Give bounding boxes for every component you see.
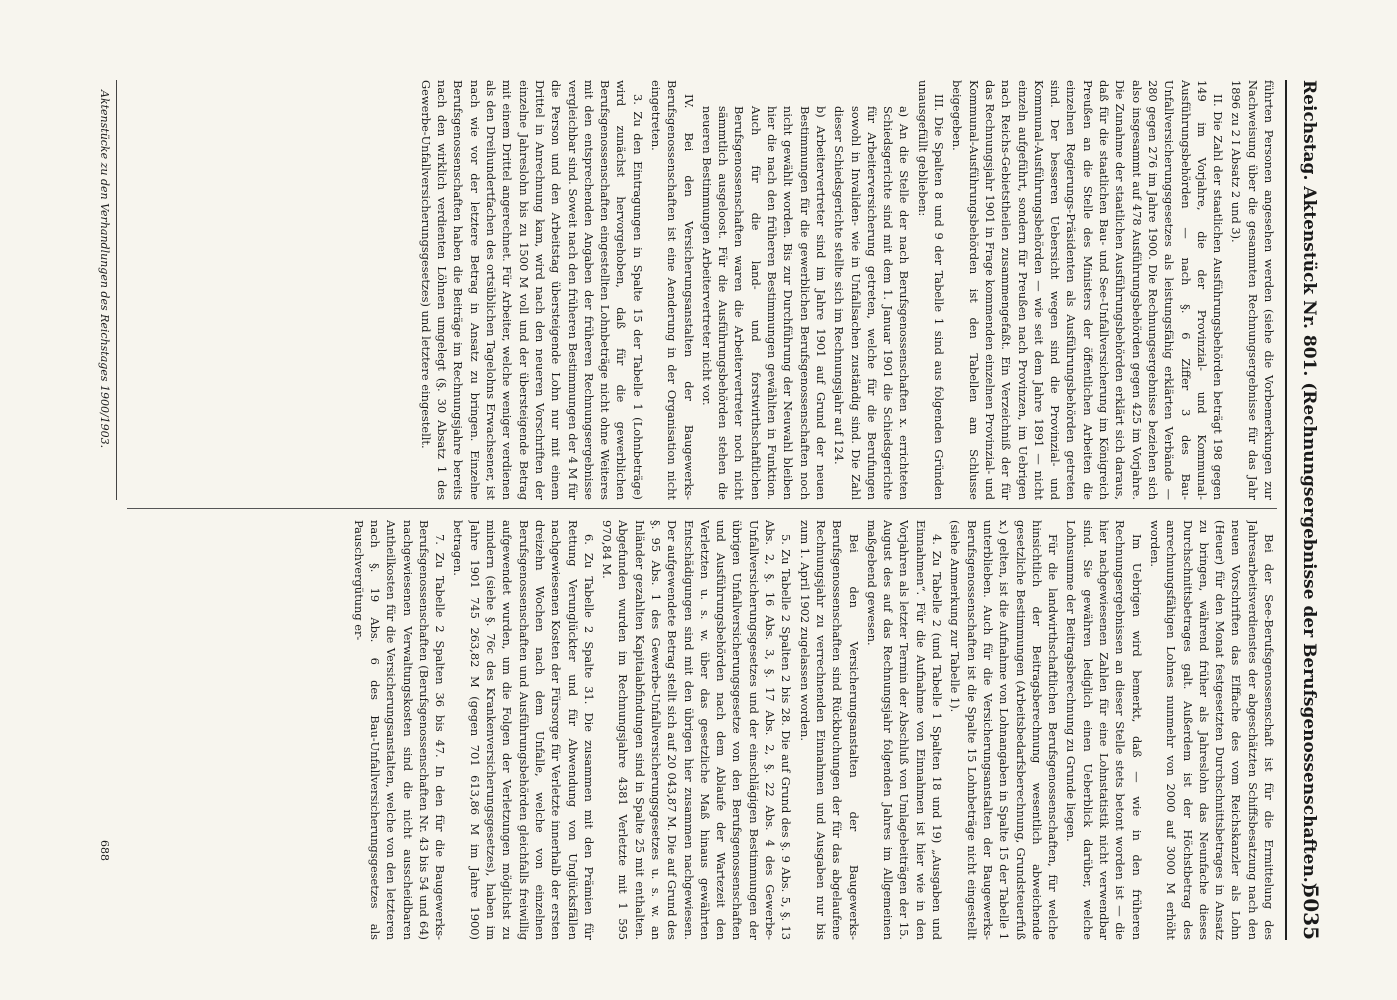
column-divider — [127, 508, 1277, 509]
paragraph: IV. Bei den Versicherungsanstalten der Baugewerks-Berufsgenossenschaften ist eine Aenderung in der Organisation nicht eingetreten. — [649, 80, 696, 500]
paragraph: II. Die Zahl der staatlichen Ausführungsbehörden beträgt 198 gegen 149 im Vorjahre, die der Provinzial- und Kommunal-Ausführungsbehörden — nach §. 6 Ziffer 3 des Bau-Unfallversicherungsgesetzes als leistungsfähig erklärten Verbände — 280 gegen 276 im Jahre 1900. Die Rechnungsergebnisse beziehen sich also insgesammt auf 478 Ausführungsbehörden gegen 425 im Vorjahre. Die Zunahme der staatlichen Ausführungsbehörden erklärt sich daraus, daß für die staatlichen Bau- und See-Unfallversicherung im Königreich Preußen an die Stelle des Ministers der öffentlichen Arbeiten die einzelnen Regierungs-Präsidenten als Ausführungsbehörden getreten sind. Der besseren Uebersicht wegen sind die Provinzial- und Kommunal-Ausführungsbehörden — wie seit dem Jahre 1891 — nicht einzeln aufgeführt, sondern für Preußen nach Provinzen, im Uebrigen nach Reichs-Gebietstheilen zusammengefaßt. Ein Verzeichniß der für das Rechnungsjahr 1901 in Frage kommenden einzelnen Provinzial- und Kommunal-Ausführungsbehörden ist den Tabellen am Schlusse beigegeben. — [950, 80, 1226, 500]
paragraph: Bei den Versicherungsanstalten der Baugewerks-Berufsgenossenschaften sind Rückbuchungen der für das abgelaufene Rechnungsjahr zu verrechnenden Einnahmen und Ausgaben nur bis zum 1. April 1902 zugelassen worden. — [797, 520, 861, 940]
footer-rule — [116, 80, 117, 500]
paragraph: 7. Zu Tabelle 2 Spalten 36 bis 47. In den für die Baugewerks-Berufsgenossenschaften (Berufsgenossenschaften Nr. 43 bis 54 und 64) nachgewiesenen Verwaltungskosten sind die nicht ausscheidbaren Antheilkosten für die Versicherungsanstalten, welche von den letzteren nach §. 19 Abs. 6 des Bau-Unfallversicherungsgesetzes als Pauschvergütung er- — [351, 520, 448, 940]
right-column — [117, 520, 1277, 940]
left-column — [117, 80, 1277, 500]
paragraph: 3. Zu den Eintragungen in Spalte 15 der Tabelle 1 (Lohnbeträge) wird zunächst hervorgehoben, daß für die gewerblichen Berufsgenossenschaften eingestellten Lohnbeträge nicht ohne Weiteres mit den entsprechenden Angaben der früheren Rechnungsergebnisse vergleichbar sind. Soweit nach den früheren Bestimmungen der 4 M für die Person und den Arbeitstag übersteigende Lohn nur mit einem Drittel in Anrechnung kam, wird nach den neueren Vorschriften der einzelne Jahreslohn bis zu 1500 M voll und der übersteigende Betrag mit einem Drittel angerechnet. Für Arbeiter, welche weniger verdienen als den Dreihundertfachen des ortsüblichen Tagelohns Erwachsener, ist nach wie vor der letztere Betrag in Ansatz zu bringen. Einzelne Berufsgenossenschaften haben die Beiträge im Rechnungsjahre bereits nach den wirklich verdienten Löhnen umgelegt (§. 30 Absatz 1 des Gewerbe-Unfallversicherungsgesetzes) und letztere eingestellt. — [418, 80, 645, 500]
paragraph: 6. Zu Tabelle 2 Spalte 31. Die zusammen mit den Prämien für Rettung Verunglückter und für Abwendung von Unglücksfällen nachgewiesenen Kosten der Fürsorge für Verletzte innerhalb der ersten dreizehn Wochen nach dem Unfalle, welche von einzelnen Berufsgenossenschaften und Ausführungsbehörden gleichfalls freiwillig aufgewendet wurden, um die Folgen der Verletzungen möglichst zu mindern (siehe §. 76c des Krankenversicherungsgesetzes), haben im Jahre 1901 745 263,82 M (gegen 701 613,86 M im Jahre 1900) betragen. — [451, 520, 596, 940]
paragraph: Für die landwirthschaftlichen Berufsgenossenschaften, für welche hinsichtlich der Beitragsberechnung wesentlich abweichende gesetzliche Bestimmungen (Arbeitsbedarfsberechnung, Grundsteuerfuß x.) gelten, ist die Aufnahme von Lohnangaben in Spalte 15 der Tabelle 1 unterblieben. Auch für die Versicherungsanstalten der Baugewerks-Berufsgenossenschaften ist die Spalte 15 Lohnbeträge nicht eingestellt (siehe Anmerkung zur Tabelle 1). — [948, 520, 1061, 940]
paragraph: a) An die Stelle der nach Berufsgenossenschaften x. errichteten Schiedsgerichte sind mit dem 1. Januar 1901 die Schiedsgerichte für Arbeiterversicherung getreten, welche für die Berufungen sowohl in Invaliden- wie in Unfallsachen zuständig sind. Die Zahl dieser Schiedsgerichte stellte sich im Rechnungsjahr auf 124. — [832, 106, 912, 500]
page-number: 5035 — [1299, 884, 1323, 940]
paragraph: führten Personen angesehen werden (siehe die Vorbemerkungen zur Nachweisung über die gesammten Rechnungsergebnisse für das Jahr 1896 zu 2 I Absatz 2 und 3). — [1229, 80, 1276, 500]
paragraph: b) Arbeitervertreter sind im Jahre 1901 auf Grund der neuen Bestimmungen für die gewerblichen Berufsgenossenschaften noch nicht gewählt worden. Bis zur Durchführung der Neuwahl bleiben hier die nach den früheren Bestimmungen gewählten in Funktion. Auch für die land- und forstwirthschaftlichen Berufsgenossenschaften waren die Arbeitervertreter noch nicht sämmtlich ausgeloost. Für die Ausführungsbehörden stehen die neueren Bestimmungen Arbeitervertreter nicht vor. — [699, 106, 828, 500]
paragraph: III. Die Spalten 8 und 9 der Tabelle 1 sind aus folgenden Gründen unausgefüllt geblieben: — [915, 80, 947, 500]
paragraph: Im Uebrigen wird bemerkt, daß — wie in den früheren Rechnungsergebnissen an dieser Stelle stets betont worden ist — die hier nachgewiesenen Zahlen für eine Lohnstatistik nicht verwendbar sind. Sie gewähren lediglich einen Ueberblick darüber, welche Lohnsumme der Beitragsberechnung zu Grunde liegen. — [1064, 520, 1144, 940]
page-header — [1285, 80, 1327, 940]
footer-sheet-number: 688 — [98, 840, 111, 861]
footer-source: Aktenstücke zu den Verhandlungen des Reichstages 1900/1903. — [98, 90, 111, 449]
paragraph: Bei der See-Berufsgenossenschaft ist für die Ermittelung des Jahresarbeitsverdienstes der abgeschätzten Schiffsbesatzung nach den neuen Vorschriften das Elffache des vom Reichskanzler als Lohn (Heuer) für den Monat festgesetzten Durchschnittsbetrages in Ansatz zu bringen, während früher als Jahreslohn das Neunfache dieses Durchschnittsbetrages galt. Außerdem ist der Höchstbetrag des anrechnungsfähigen Lohnes nunmehr von 2000 auf 3000 M erhöht worden. — [1147, 520, 1276, 940]
paragraph: 4. Zu Tabelle 2 (und Tabelle 1 Spalten 18 und 19) „Ausgaben und Einnahmen“. Für die Aufnahme von Einnahmen ist hier wie in den Vorjahren als letzter Termin der Abschluß von Umlagebeiträgen der 15. August des auf das Rechnungsjahr folgenden Jahres im Allgemeinen maßgebend gewesen. — [864, 520, 945, 940]
paragraph: 5. Zu Tabelle 2 Spalten 2 bis 28. Die auf Grund des §. 9 Abs. 5, §. 13 Abs. 2, §. 16 Abs. 3, §. 17 Abs. 2, §. 22 Abs. 4 des Gewerbe-Unfallversicherungsgesetzes und der einschlägigen Bestimmungen der übrigen Unfallversicherungsgesetze von den Berufsgenossenschaften und Ausführungsbehörden nach dem Ablaufe der Wartezeit den Verletzten u. s. w. über das gesetzliche Maß hinaus gewährten Entschädigungen sind mit den übrigen hier zusammen nachgewiesen. Der aufgewendete Betrag stellt sich auf 20 043,87 M. Die auf Grund des §. 95 Abs. 1 des Gewerbe-Unfallversicherungsgesetzes u. s. w. an Inländer gezahlten Kapitalabfindungen sind in Spalte 25 mit enthalten. Abgefunden wurden im Rechnungsjahre 4381 Verletzte mit 1 595 970,84 M. — [600, 520, 794, 940]
running-title: Reichstag. Aktenstück Nr. 801. (Rechnungsergebnisse der Berufsgenossenschaften.) — [1299, 80, 1319, 891]
